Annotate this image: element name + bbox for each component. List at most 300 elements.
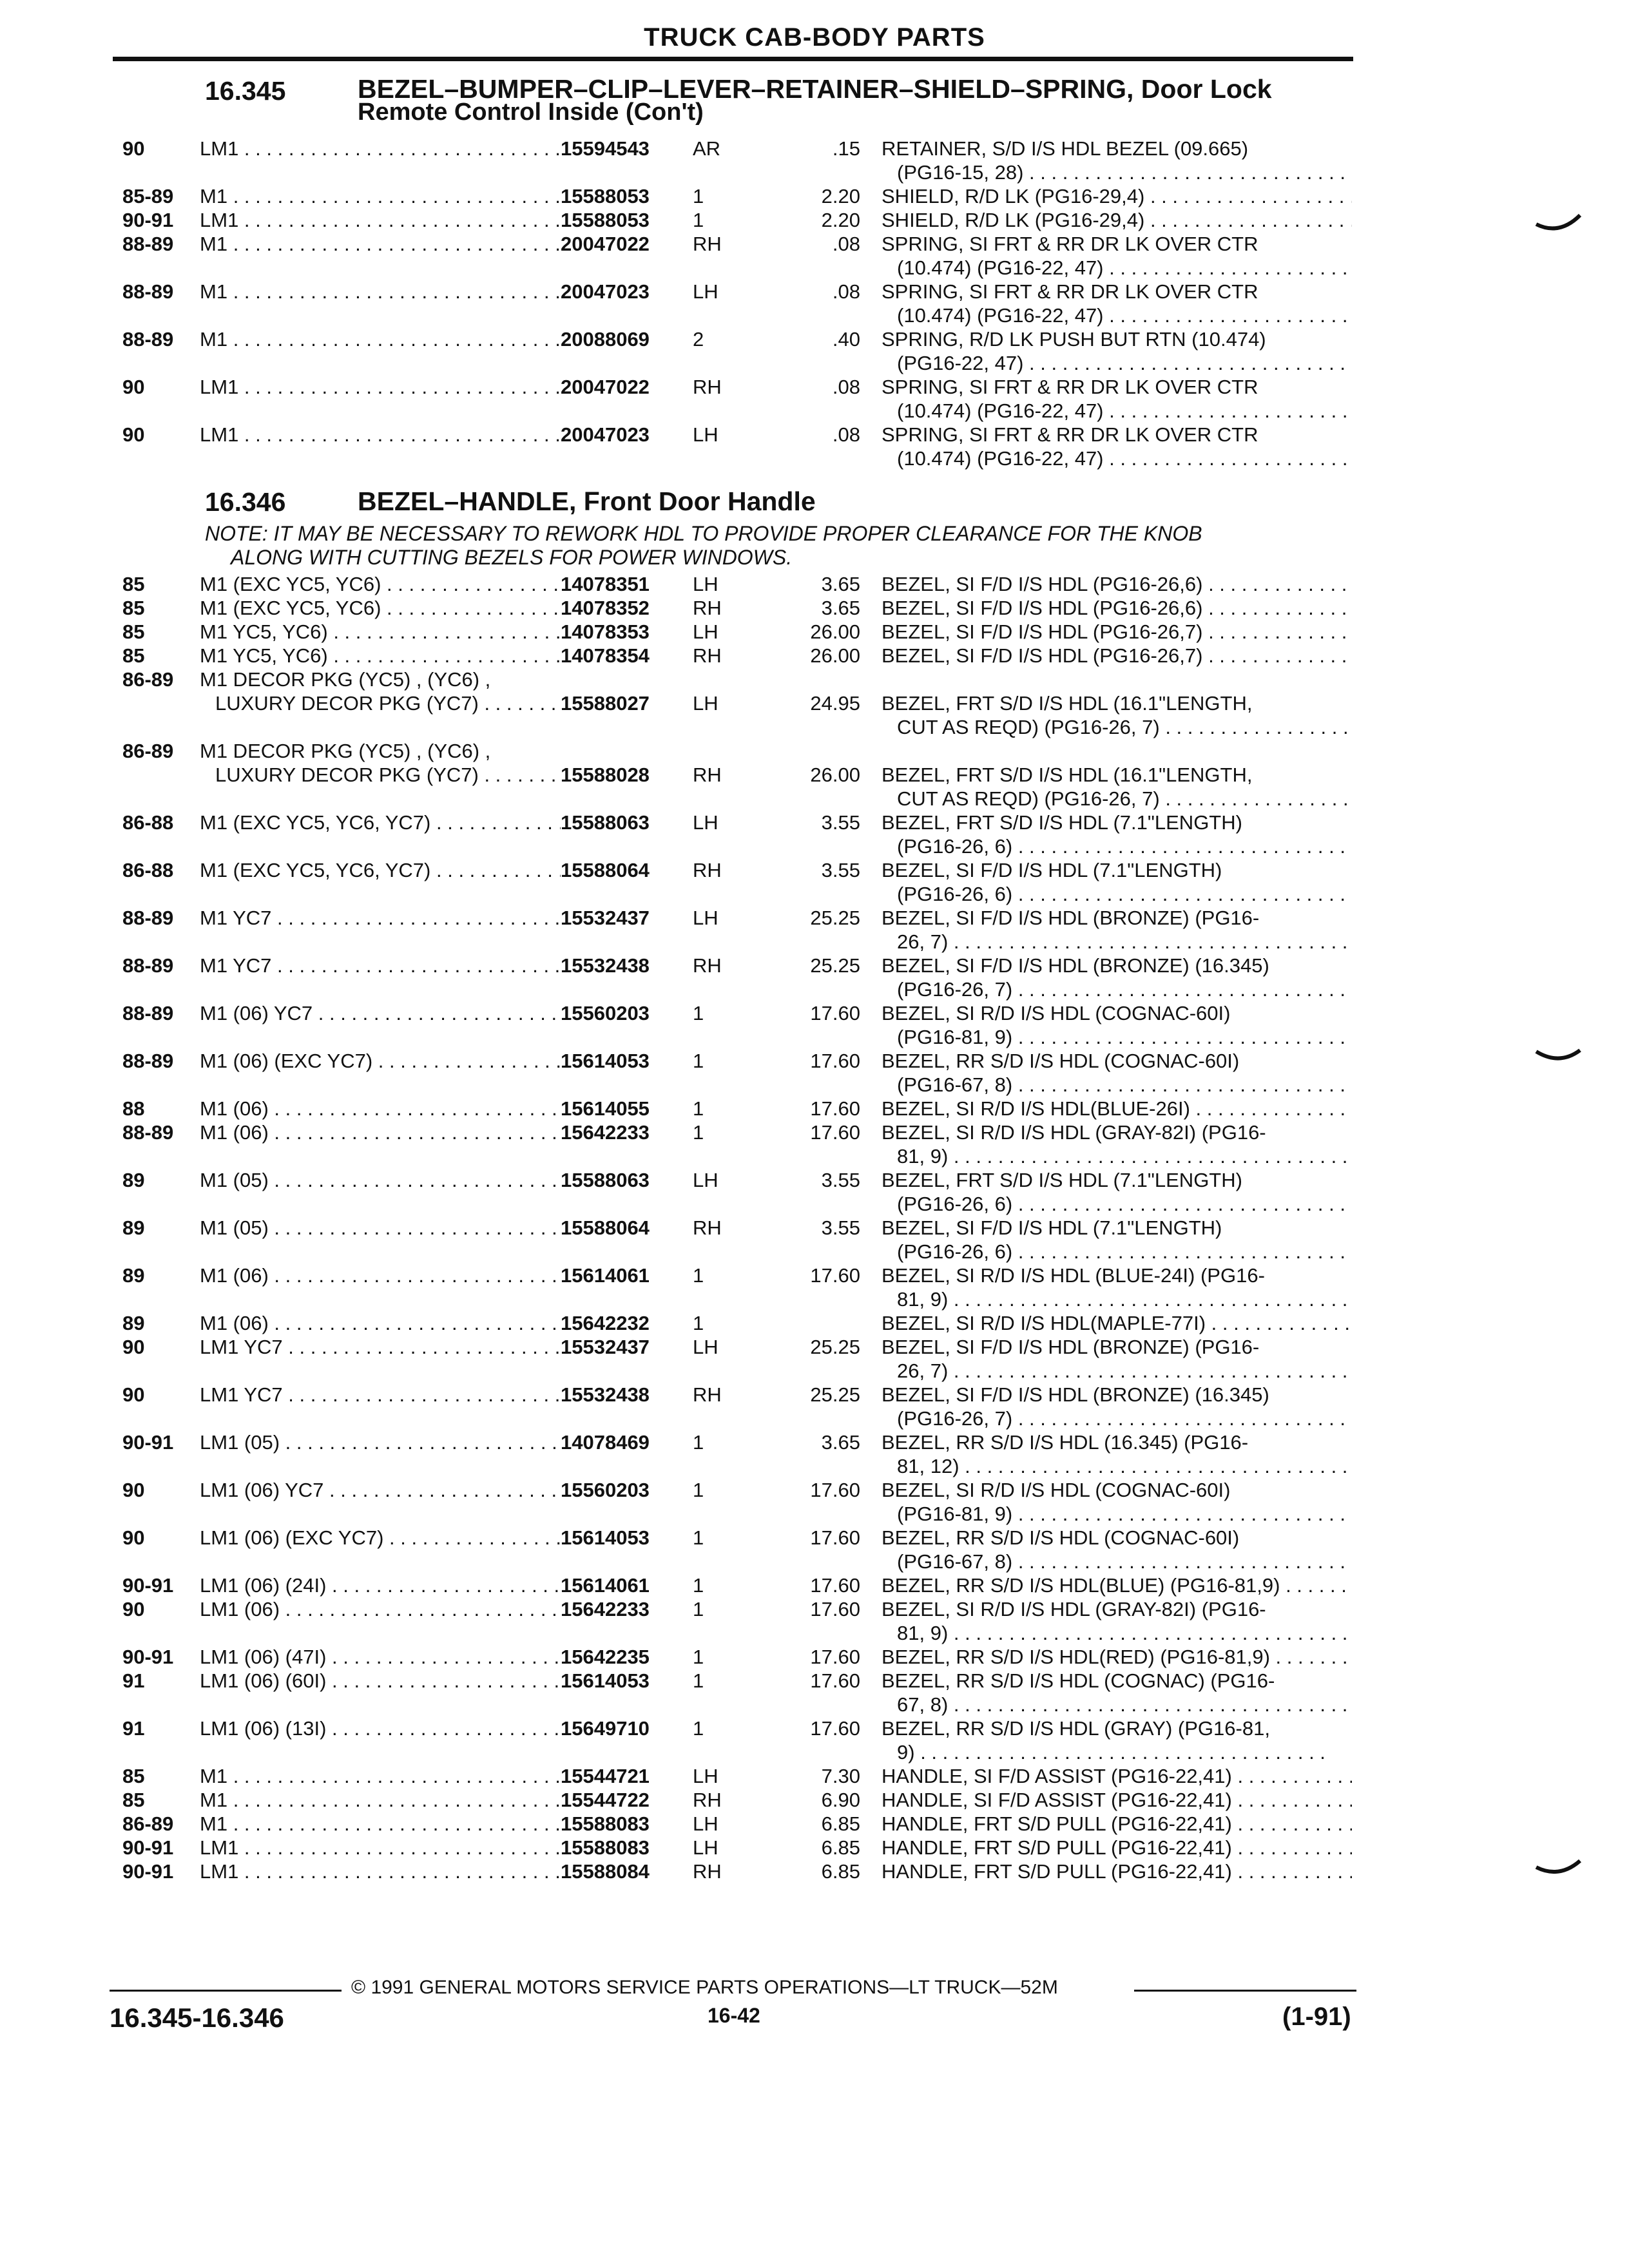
model-applicability — [200, 1836, 561, 1860]
model-year: 88-89 — [122, 280, 174, 303]
model-year: 90 — [122, 1336, 145, 1358]
description — [882, 327, 1352, 375]
section-note — [205, 522, 1202, 570]
part-number: 15532438 — [561, 954, 650, 977]
quantity: LH — [693, 620, 718, 643]
description-line: (10.474) (PG16-22, 47) . . . — [882, 256, 1352, 280]
model-applicability — [200, 1049, 561, 1073]
price: .08 — [832, 233, 860, 255]
model-applicability — [200, 280, 561, 303]
price: 17.60 — [810, 1264, 860, 1287]
price: 3.55 — [821, 1216, 860, 1239]
price: .40 — [832, 328, 860, 351]
part-number: 14078352 — [561, 597, 650, 619]
price: 26.00 — [810, 620, 860, 643]
description-line: BEZEL, SI F/D I/S HDL (PG16-26,7) . . . — [882, 620, 1352, 644]
model-line: M1 . . . — [200, 280, 561, 303]
price: 25.25 — [810, 954, 860, 977]
model-year: 90 — [122, 1383, 145, 1406]
description-line: BEZEL, FRT S/D I/S HDL (7.1"LENGTH) — [882, 811, 1242, 834]
description — [882, 280, 1352, 327]
quantity: LH — [693, 1836, 718, 1859]
quantity: 1 — [693, 1479, 704, 1501]
part-number: 15588027 — [561, 692, 650, 715]
description-line: BEZEL, SI F/D I/S HDL (PG16-26,6) . . . — [882, 596, 1352, 620]
model-line: M1 (EXC YC5, YC6) . . . — [200, 572, 561, 596]
description-line: 26, 7) . . . — [882, 930, 1352, 954]
quantity: RH — [693, 233, 722, 255]
model-line: LM1 . . . — [200, 1836, 561, 1860]
model-line: M1 . . . — [200, 327, 561, 351]
part-number: 14078351 — [561, 573, 650, 595]
model-line: LM1 YC7 . . . — [200, 1335, 561, 1359]
description — [882, 1860, 1352, 1883]
price: 17.60 — [810, 1526, 860, 1549]
description-line: (PG16-81, 9) . . . — [882, 1502, 1352, 1526]
quantity: RH — [693, 859, 722, 881]
model-year: 85 — [122, 597, 145, 619]
description — [882, 1716, 1352, 1764]
price: 2.20 — [821, 185, 860, 207]
description-line — [882, 668, 1352, 691]
quantity: RH — [693, 376, 722, 398]
model-line: M1 (06) YC7 . . . — [200, 1001, 561, 1025]
model-line: M1 . . . — [200, 1764, 561, 1788]
quantity: 1 — [693, 1312, 704, 1334]
note-line: ALONG WITH CUTTING BEZELS FOR POWER WINDOWS. — [231, 546, 793, 569]
description — [882, 1097, 1352, 1120]
model-line: M1 YC5, YC6) . . . — [200, 620, 561, 644]
model-applicability — [200, 644, 561, 668]
price: 7.30 — [821, 1765, 860, 1787]
part-number: 15588053 — [561, 185, 650, 207]
description — [882, 1311, 1352, 1335]
note-line: NOTE: IT MAY BE NECESSARY TO REWORK HDL TO PROVIDE PROPER CLEARANCE FOR THE KNOB — [205, 522, 1202, 545]
price: 3.55 — [821, 811, 860, 834]
part-number: 15588064 — [561, 1216, 650, 1239]
section-title-line: Remote Control Inside (Con't) — [358, 99, 704, 126]
model-year: 90 — [122, 137, 145, 160]
quantity: 1 — [693, 209, 704, 231]
description — [882, 1264, 1352, 1311]
price: 25.25 — [810, 907, 860, 929]
model-applicability — [200, 184, 561, 208]
quantity: 1 — [693, 185, 704, 207]
description-line: BEZEL, RR S/D I/S HDL (GRAY) (PG16-81, — [882, 1717, 1270, 1740]
model-year: 86-88 — [122, 811, 174, 834]
part-number: 15560203 — [561, 1479, 650, 1501]
model-applicability — [200, 620, 561, 644]
model-applicability — [200, 423, 561, 447]
price: 3.65 — [821, 573, 860, 595]
quantity: LH — [693, 573, 718, 595]
model-line: LUXURY DECOR PKG (YC7) . . . — [200, 691, 561, 715]
price: 17.60 — [810, 1479, 860, 1501]
model-year: 88-89 — [122, 1002, 174, 1024]
description-line: SHIELD, R/D LK (PG16-29,4) . . . — [882, 208, 1352, 232]
quantity: RH — [693, 1383, 722, 1406]
description — [882, 906, 1352, 954]
price: 3.65 — [821, 597, 860, 619]
quantity: RH — [693, 1860, 722, 1883]
model-applicability — [200, 1001, 561, 1025]
description — [882, 1573, 1352, 1597]
model-applicability — [200, 596, 561, 620]
description-line: (PG16-67, 8) . . . — [882, 1550, 1352, 1573]
model-applicability — [200, 327, 561, 351]
price: 17.60 — [810, 1002, 860, 1024]
description-line: (10.474) (PG16-22, 47) . . . — [882, 399, 1352, 423]
description-line: HANDLE, SI F/D ASSIST (PG16-22,41) . . . — [882, 1764, 1352, 1788]
price: .08 — [832, 376, 860, 398]
quantity: 1 — [693, 1669, 704, 1692]
model-year: 91 — [122, 1669, 145, 1692]
quantity: 2 — [693, 328, 704, 351]
description-line: RETAINER, S/D I/S HDL BEZEL (09.665) — [882, 137, 1249, 160]
model-year: 85 — [122, 644, 145, 667]
footer-page-number: 16-42 — [708, 2004, 760, 2027]
description-line: BEZEL, SI R/D I/S HDL(MAPLE-77I) . . . — [882, 1311, 1352, 1335]
model-year: 89 — [122, 1312, 145, 1334]
part-number: 15532437 — [561, 1336, 650, 1358]
model-applicability — [200, 954, 561, 977]
model-line: M1 . . . — [200, 1788, 561, 1812]
part-number: 15642233 — [561, 1598, 650, 1620]
part-number: 15544722 — [561, 1789, 650, 1811]
model-line: LM1 (06) (60I) . . . — [200, 1669, 561, 1693]
model-line: LM1 . . . — [200, 423, 561, 447]
description-line: BEZEL, RR S/D I/S HDL (16.345) (PG16- — [882, 1431, 1249, 1454]
model-year: 89 — [122, 1169, 145, 1191]
part-number: 15642235 — [561, 1646, 650, 1668]
quantity: LH — [693, 811, 718, 834]
part-number: 15594543 — [561, 137, 650, 160]
model-line: LM1 (06) (13I) . . . — [200, 1716, 561, 1740]
model-year: 85 — [122, 1765, 145, 1787]
description-line: CUT AS REQD) (PG16-26, 7) . . . — [882, 715, 1352, 739]
description — [882, 1597, 1352, 1645]
quantity: 1 — [693, 1002, 704, 1024]
description-line: (PG16-15, 28) . . . — [882, 160, 1352, 184]
price: 17.60 — [810, 1646, 860, 1668]
description-line: BEZEL, SI R/D I/S HDL (COGNAC-60I) — [882, 1002, 1231, 1024]
description — [882, 423, 1352, 470]
model-applicability — [200, 1216, 561, 1240]
model-year: 90-91 — [122, 1836, 174, 1859]
description-line: BEZEL, SI F/D I/S HDL (BRONZE) (PG16- — [882, 1336, 1260, 1358]
section-title — [358, 74, 1272, 126]
model-applicability — [200, 232, 561, 256]
model-applicability — [200, 1669, 561, 1693]
price: 3.55 — [821, 1169, 860, 1191]
model-year: 90 — [122, 1479, 145, 1501]
model-applicability — [200, 1764, 561, 1788]
model-year: 86-89 — [122, 668, 174, 691]
model-applicability — [200, 1120, 561, 1144]
model-applicability — [200, 1264, 561, 1287]
part-number: 15588063 — [561, 811, 650, 834]
description-line: 81, 9) . . . — [882, 1287, 1352, 1311]
footer-revision: (1-91) — [1282, 2003, 1351, 2031]
model-year: 88 — [122, 1097, 145, 1120]
model-applicability — [200, 1526, 561, 1550]
description-line: BEZEL, FRT S/D I/S HDL (7.1"LENGTH) — [882, 1169, 1242, 1191]
model-line: LM1 . . . — [200, 208, 561, 232]
description — [882, 232, 1352, 280]
part-number: 15614053 — [561, 1669, 650, 1692]
model-applicability — [200, 906, 561, 930]
model-applicability — [200, 572, 561, 596]
description-line: SPRING, SI FRT & RR DR LK OVER CTR — [882, 233, 1258, 255]
model-applicability — [200, 137, 561, 160]
description-line: BEZEL, RR S/D I/S HDL (COGNAC-60I) — [882, 1050, 1240, 1072]
model-applicability — [200, 1812, 561, 1836]
quantity: 1 — [693, 1431, 704, 1454]
description-line: 67, 8) . . . — [882, 1693, 1352, 1716]
description — [882, 1645, 1352, 1669]
description-line: (PG16-26, 7) . . . — [882, 1407, 1352, 1430]
description-line: BEZEL, RR S/D I/S HDL (COGNAC) (PG16- — [882, 1669, 1275, 1692]
model-line: M1 DECOR PKG (YC5) , (YC6) , — [200, 740, 491, 762]
description — [882, 1812, 1352, 1836]
price: 17.60 — [810, 1574, 860, 1597]
title-rule — [113, 57, 1353, 61]
description — [882, 1001, 1352, 1049]
model-line: M1 (EXC YC5, YC6, YC7) . . . — [200, 858, 561, 882]
description-line: BEZEL, SI F/D I/S HDL (7.1"LENGTH) — [882, 1216, 1222, 1239]
part-number: 15588053 — [561, 209, 650, 231]
model-year: 88-89 — [122, 954, 174, 977]
description — [882, 1478, 1352, 1526]
price: .08 — [832, 280, 860, 303]
model-line: M1 (EXC YC5, YC6, YC7) . . . — [200, 811, 561, 834]
model-line: M1 YC7 . . . — [200, 906, 561, 930]
quantity: LH — [693, 1336, 718, 1358]
quantity: 1 — [693, 1717, 704, 1740]
model-applicability — [200, 1097, 561, 1120]
quantity: LH — [693, 1765, 718, 1787]
description-line: BEZEL, SI R/D I/S HDL (COGNAC-60I) — [882, 1479, 1231, 1501]
price: 6.85 — [821, 1860, 860, 1883]
model-line: M1 . . . — [200, 232, 561, 256]
quantity: RH — [693, 954, 722, 977]
part-number: 15614053 — [561, 1050, 650, 1072]
description-line: 81, 9) . . . — [882, 1144, 1352, 1168]
model-line: M1 (06) (EXC YC7) . . . — [200, 1049, 561, 1073]
part-number: 15614055 — [561, 1097, 650, 1120]
description-line: BEZEL, RR S/D I/S HDL(BLUE) (PG16-81,9) . . . — [882, 1573, 1352, 1597]
quantity: LH — [693, 423, 718, 446]
quantity: RH — [693, 1789, 722, 1811]
model-year: 90-91 — [122, 1860, 174, 1883]
description-line: BEZEL, SI F/D I/S HDL (BRONZE) (PG16- — [882, 907, 1260, 929]
description-line: BEZEL, SI R/D I/S HDL (BLUE-24I) (PG16- — [882, 1264, 1265, 1287]
model-applicability — [200, 811, 561, 834]
description-line: (10.474) (PG16-22, 47) . . . — [882, 447, 1352, 470]
model-year: 88-89 — [122, 907, 174, 929]
quantity: 1 — [693, 1598, 704, 1620]
model-applicability — [200, 1597, 561, 1621]
price: 2.20 — [821, 209, 860, 231]
description-line: SHIELD, R/D LK (PG16-29,4) . . . — [882, 184, 1352, 208]
footer-rule-right — [1134, 1990, 1356, 1992]
part-number: 15649710 — [561, 1717, 650, 1740]
section-number: 16.346 — [205, 487, 286, 517]
quantity: LH — [693, 907, 718, 929]
description-line: BEZEL, SI F/D I/S HDL (PG16-26,6) . . . — [882, 572, 1352, 596]
model-line: LM1 . . . — [200, 375, 561, 399]
price: 26.00 — [810, 764, 860, 786]
model-applicability — [200, 858, 561, 882]
section-title-line: BEZEL–HANDLE, Front Door Handle — [358, 486, 816, 516]
part-number: 15614053 — [561, 1526, 650, 1549]
part-number: 14078353 — [561, 620, 650, 643]
description — [882, 137, 1352, 184]
model-year: 89 — [122, 1216, 145, 1239]
model-year: 86-89 — [122, 740, 174, 762]
description — [882, 739, 1352, 811]
description — [882, 184, 1352, 208]
section-number: 16.345 — [205, 76, 286, 106]
model-year: 85-89 — [122, 185, 174, 207]
quantity: 1 — [693, 1121, 704, 1144]
price: 17.60 — [810, 1050, 860, 1072]
model-line: M1 YC5, YC6) . . . — [200, 644, 561, 668]
quantity: LH — [693, 280, 718, 303]
quantity: 1 — [693, 1574, 704, 1597]
price: .08 — [832, 423, 860, 446]
part-number: 15614061 — [561, 1264, 650, 1287]
price: 24.95 — [810, 692, 860, 715]
quantity: LH — [693, 692, 718, 715]
quantity: 1 — [693, 1526, 704, 1549]
model-year: 85 — [122, 573, 145, 595]
footer-rule-left — [110, 1990, 342, 1992]
price: 25.25 — [810, 1336, 860, 1358]
quantity: RH — [693, 597, 722, 619]
description-line: 26, 7) . . . — [882, 1359, 1352, 1383]
description — [882, 1669, 1352, 1716]
part-number: 20047022 — [561, 376, 650, 398]
price: 17.60 — [810, 1097, 860, 1120]
model-applicability — [200, 1430, 561, 1454]
description — [882, 1764, 1352, 1788]
part-number: 15560203 — [561, 1002, 650, 1024]
part-number: 20047023 — [561, 423, 650, 446]
model-line: M1 (06) . . . — [200, 1097, 561, 1120]
model-line: LM1 YC7 . . . — [200, 1383, 561, 1407]
model-line: M1 (06) . . . — [200, 1311, 561, 1335]
description — [882, 1335, 1352, 1383]
model-year: 91 — [122, 1717, 145, 1740]
model-line: M1 (06) . . . — [200, 1120, 561, 1144]
description-line: 81, 12) . . . — [882, 1454, 1352, 1478]
description — [882, 572, 1352, 596]
model-applicability — [200, 668, 561, 715]
model-applicability — [200, 1573, 561, 1597]
description-line: HANDLE, SI F/D ASSIST (PG16-22,41) . . . — [882, 1788, 1352, 1812]
price: 3.65 — [821, 1431, 860, 1454]
model-line: LM1 . . . — [200, 1860, 561, 1883]
part-number: 14078469 — [561, 1431, 650, 1454]
description-line: BEZEL, SI F/D I/S HDL (BRONZE) (16.345) — [882, 1383, 1269, 1406]
model-year: 88-89 — [122, 233, 174, 255]
description — [882, 811, 1352, 858]
description — [882, 1120, 1352, 1168]
part-number: 20047023 — [561, 280, 650, 303]
description — [882, 1383, 1352, 1430]
price: 3.55 — [821, 859, 860, 881]
model-year: 85 — [122, 1789, 145, 1811]
model-applicability — [200, 1311, 561, 1335]
description-line: BEZEL, SI R/D I/S HDL(BLUE-26I) . . . — [882, 1097, 1352, 1120]
description — [882, 375, 1352, 423]
description — [882, 858, 1352, 906]
quantity: AR — [693, 137, 721, 160]
price: 17.60 — [810, 1717, 860, 1740]
model-year: 86-88 — [122, 859, 174, 881]
description-line: BEZEL, SI F/D I/S HDL (7.1"LENGTH) — [882, 859, 1222, 881]
model-year: 90 — [122, 1526, 145, 1549]
model-applicability — [200, 1788, 561, 1812]
model-line: M1 YC7 . . . — [200, 954, 561, 977]
quantity: 1 — [693, 1264, 704, 1287]
part-number: 15588064 — [561, 859, 650, 881]
description — [882, 1049, 1352, 1097]
description — [882, 1216, 1352, 1264]
model-line: LM1 (06) . . . — [200, 1597, 561, 1621]
description-line: (PG16-81, 9) . . . — [882, 1025, 1352, 1049]
description — [882, 1168, 1352, 1216]
model-applicability — [200, 1383, 561, 1407]
part-number: 15532438 — [561, 1383, 650, 1406]
description-line: HANDLE, FRT S/D PULL (PG16-22,41) . . . — [882, 1836, 1352, 1860]
description-line: (PG16-26, 7) . . . — [882, 977, 1352, 1001]
quantity: 1 — [693, 1646, 704, 1668]
part-number: 14078354 — [561, 644, 650, 667]
model-year: 90-91 — [122, 1574, 174, 1597]
model-line: M1 DECOR PKG (YC5) , (YC6) , — [200, 668, 491, 691]
quantity: 1 — [693, 1097, 704, 1120]
part-number: 15588028 — [561, 764, 650, 786]
model-applicability — [200, 1168, 561, 1192]
price: 6.85 — [821, 1836, 860, 1859]
model-year: 89 — [122, 1264, 145, 1287]
description-line: BEZEL, SI F/D I/S HDL (PG16-26,7) . . . — [882, 644, 1352, 668]
description-line: 81, 9) . . . — [882, 1621, 1352, 1645]
description-line: (PG16-22, 47) . . . — [882, 351, 1352, 375]
model-applicability — [200, 739, 561, 787]
model-line: LM1 (06) (EXC YC7) . . . — [200, 1526, 561, 1550]
model-line: M1 (05) . . . — [200, 1168, 561, 1192]
description-line: SPRING, SI FRT & RR DR LK OVER CTR — [882, 423, 1258, 446]
description-line: HANDLE, FRT S/D PULL (PG16-22,41) . . . — [882, 1812, 1352, 1836]
model-line: M1 (05) . . . — [200, 1216, 561, 1240]
description — [882, 668, 1352, 739]
section-title — [358, 486, 816, 516]
description-line: BEZEL, SI R/D I/S HDL (GRAY-82I) (PG16- — [882, 1121, 1266, 1144]
description — [882, 954, 1352, 1001]
description-line: SPRING, R/D LK PUSH BUT RTN (10.474) — [882, 328, 1266, 351]
part-number: 15642233 — [561, 1121, 650, 1144]
quantity: RH — [693, 644, 722, 667]
part-number: 15588083 — [561, 1836, 650, 1859]
description — [882, 596, 1352, 620]
model-applicability — [200, 1860, 561, 1883]
model-year: 90 — [122, 423, 145, 446]
model-year: 88-89 — [122, 1121, 174, 1144]
description-line: (10.474) (PG16-22, 47) . . . — [882, 303, 1352, 327]
